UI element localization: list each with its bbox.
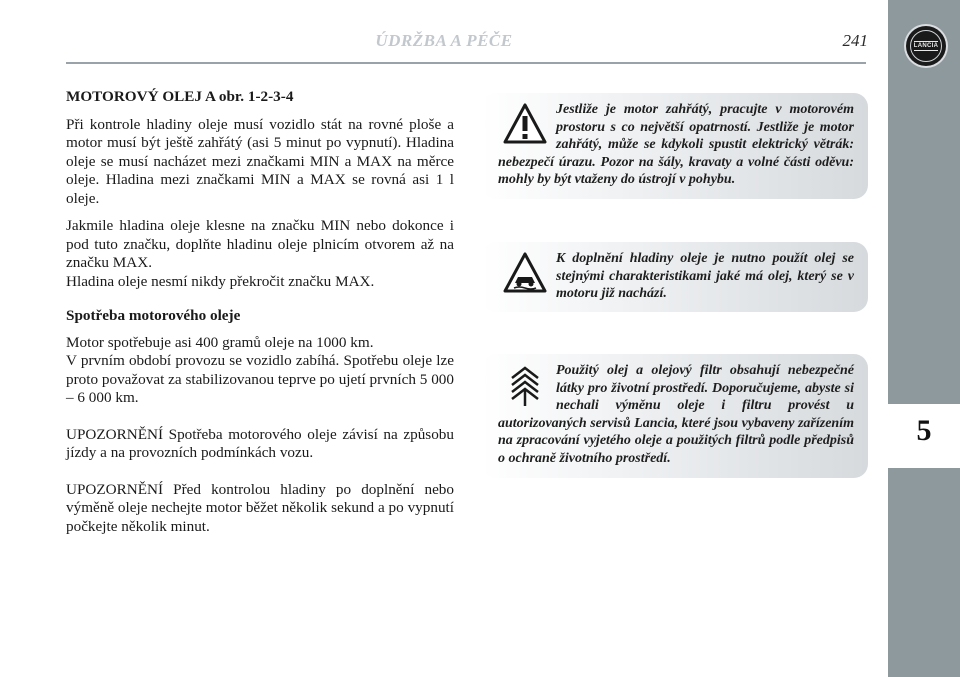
environment-note: [482, 354, 868, 478]
paragraph: Při kontrole hladiny oleje musí vozidlo stát na rovné ploše a motor musí být ještě zahřátý (asi 5 minut po vypnutí). Hladina oleje se musí nacházet mezi značkami MIN a MAX na měrce oleje. Hladina mezi značkami MIN a MAX se rovná asi 1 l oleje.: [66, 115, 454, 207]
paragraph: Jakmile hladina oleje klesne na značku MIN nebo dokonce i pod tuto značku, doplňte hladinu oleje plnicím otvorem až na značku MAX.: [66, 217, 454, 271]
subheading: Spotřeba motorového oleje: [66, 307, 241, 324]
caution-note: [482, 242, 868, 312]
main-text-column: [66, 88, 454, 536]
section-heading: MOTOROVÝ OLEJ A obr. 1-2-3-4: [66, 88, 294, 105]
paragraph: UPOZORNĚNÍ Spotřeba motorového oleje závisí na způsobu jízdy a na provozních podmínkách vozu.: [66, 425, 454, 461]
environment-tree-icon: [502, 362, 548, 412]
header-title: ÚDRŽBA A PÉČE: [375, 31, 513, 50]
warning-triangle-icon: [502, 101, 548, 151]
warning-note: [482, 93, 868, 199]
car-caution-icon: [502, 250, 548, 300]
header-rule: [66, 62, 866, 64]
chapter-number: 5: [916, 414, 932, 447]
page-number: 241: [842, 31, 868, 50]
paragraph: UPOZORNĚNÍ Před kontrolou hladiny po doplnění nebo výměně oleje nechejte motor běžet několik sekund a po vypnutí počkejte několik minut.: [66, 480, 454, 535]
lancia-logo: [906, 26, 946, 66]
environment-text: Použitý olej a olejový filtr obsahují nebezpečné látky pro životní prostředí. Doporučujeme, abyste si nechali výměnu oleje i filtru provést u autorizovaných servisů Lancia, které jsou vybaveny zařízením na zpracování vyjetého oleje a použitých filtrů podle předpisů o ochraně životního prostředí.: [498, 363, 854, 466]
paragraph: V prvním období provozu se vozidlo zabíhá. Spotřebu oleje lze proto považovat za stabilizovanou teprve po ujetí prvních 5 000 – 6 000 km.: [66, 352, 454, 406]
side-band: [888, 0, 960, 677]
logo-text: LANCIA: [913, 43, 939, 49]
caution-text: K doplnění hladiny oleje je nutno použít olej se stejnými charakteristikami jaké má olej, který se v motoru již nachází.: [556, 251, 854, 301]
paragraph: Hladina oleje nesmí nikdy překročit značku MAX.: [66, 272, 375, 290]
warning-text: Jestliže je motor zahřátý, pracujte v motorovém prostoru s co největší opatrností. Jestliže je motor zahřátý, může se kdykoli spustit elektrický větrák: nebezpečí úrazu. Pozor na šály, kravaty a volné části oděvu: mohly by být vtaženy do ústrojí v pohybu.: [498, 102, 854, 187]
paragraph: Motor spotřebuje asi 400 gramů oleje na 1000 km.: [66, 333, 374, 351]
